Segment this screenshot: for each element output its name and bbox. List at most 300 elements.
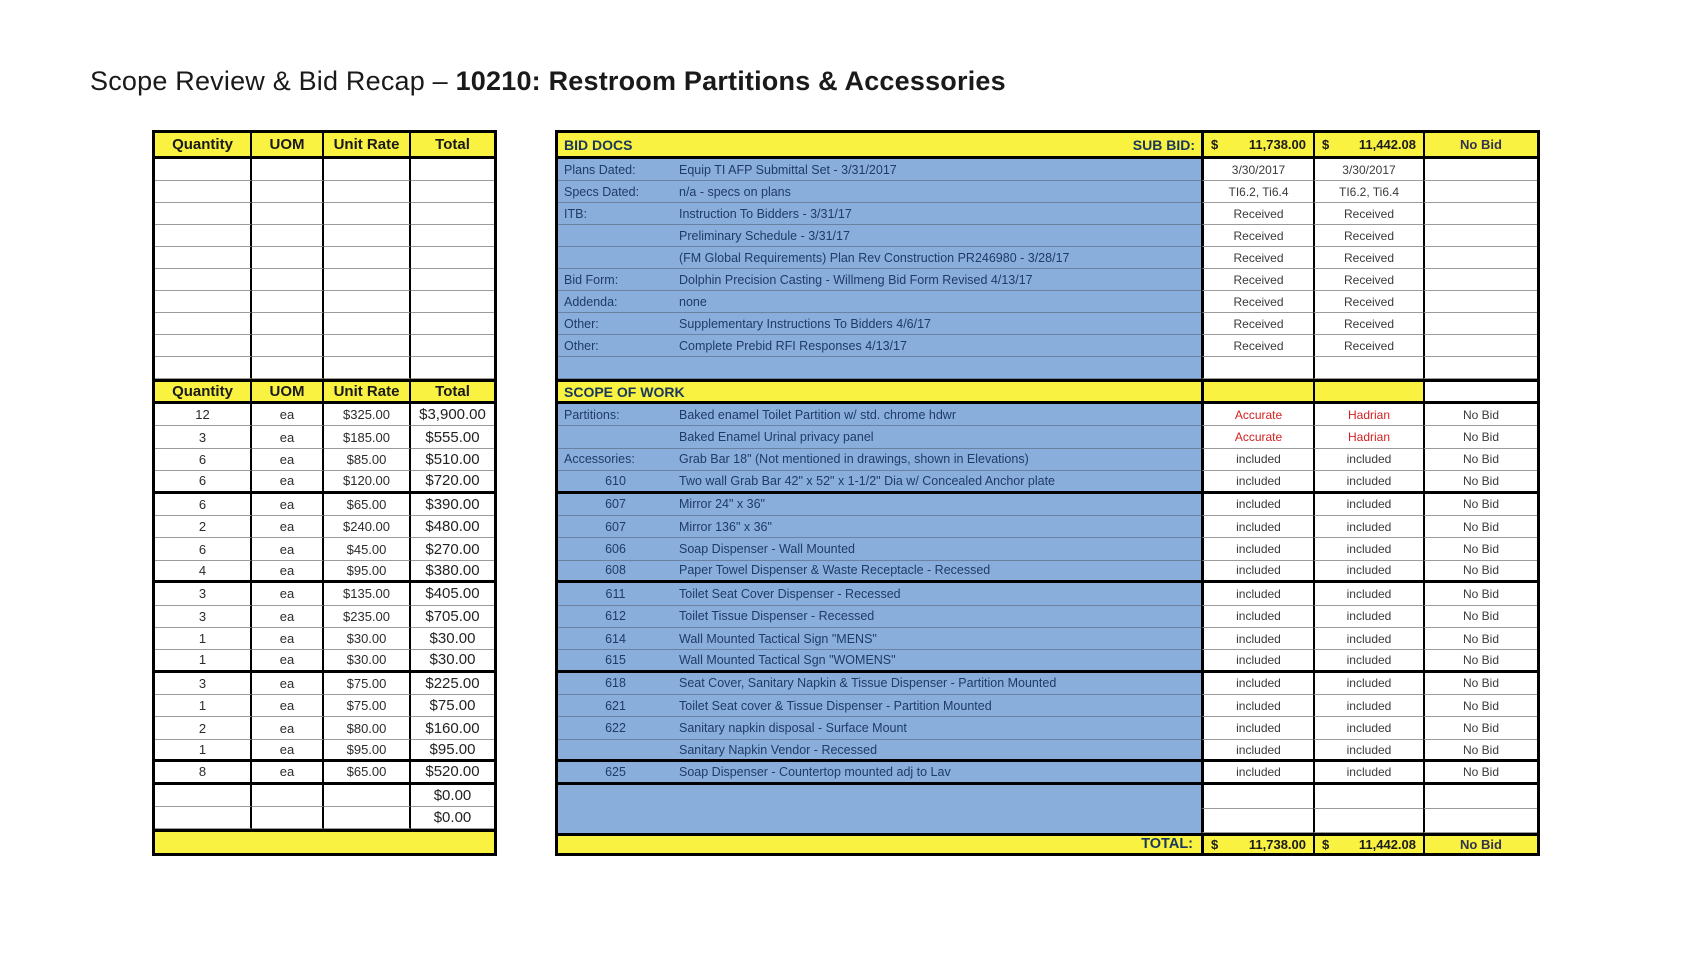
empty-qty-cell (155, 313, 252, 335)
scope-bid1-status: Accurate (1201, 426, 1313, 448)
uom-cell: ea (252, 471, 324, 490)
bid2-status: Received (1313, 269, 1423, 291)
bid-docs-header-row (558, 133, 1537, 159)
bid3-status (1423, 225, 1537, 247)
uom-cell (252, 807, 324, 829)
scope-bid1-status: included (1201, 561, 1313, 580)
empty-rate-cell (324, 247, 411, 269)
empty-rate-cell (324, 357, 411, 379)
quantity-cell: 8 (155, 762, 252, 781)
total-amount-1 (1201, 836, 1313, 853)
pricing-empty-row (155, 269, 494, 291)
quantity-cell: 3 (155, 583, 252, 605)
pricing-empty-row (155, 203, 494, 225)
scope-item-description: Sanitary napkin disposal - Surface Mount (673, 717, 1201, 739)
bid-doc-description (673, 357, 1201, 379)
blank-bid2-cell (1313, 785, 1423, 809)
quantity-cell: 6 (155, 494, 252, 516)
quantity-cell (155, 807, 252, 829)
quantity-cell: 12 (155, 404, 252, 426)
empty-uom-cell (252, 335, 324, 357)
bid-doc-row (558, 247, 1537, 269)
uom-cell: ea (252, 583, 324, 605)
scope-bid2-status: included (1313, 494, 1423, 516)
scope-item-description: Seat Cover, Sanitary Napkin & Tissue Dispenser - Partition Mounted (673, 673, 1201, 695)
quantity-cell: 2 (155, 717, 252, 739)
scope-bid1-status: included (1201, 650, 1313, 669)
scope-row (558, 695, 1537, 717)
scope-header-bid1-cell (1201, 382, 1313, 401)
col-header-unit-rate: Unit Rate (324, 382, 411, 401)
unit-rate-cell (324, 785, 411, 807)
scope-item-description: Baked Enamel Urinal privacy panel (673, 426, 1201, 448)
scope-bid1-status: included (1201, 673, 1313, 695)
total-row (558, 833, 1537, 853)
bid3-status (1423, 335, 1537, 357)
bid2-status: Received (1313, 335, 1423, 357)
empty-uom-cell (252, 357, 324, 379)
scope-bid1-status: included (1201, 740, 1313, 759)
pricing-empty-row (155, 225, 494, 247)
col-header-uom: UOM (252, 382, 324, 401)
scope-item-description: Wall Mounted Tactical Sgn "WOMENS" (673, 650, 1201, 669)
pricing-empty-row (155, 291, 494, 313)
empty-total-cell (411, 225, 494, 247)
pricing-empty-row (155, 335, 494, 357)
bid-doc-label: Specs Dated: (558, 181, 673, 203)
empty-total-cell (411, 159, 494, 181)
scope-row (558, 673, 1537, 695)
scope-bid1-status: included (1201, 516, 1313, 538)
bid2-status: Received (1313, 225, 1423, 247)
scope-bid1-status: included (1201, 538, 1313, 560)
quantity-cell: 3 (155, 426, 252, 448)
bid-doc-label: Other: (558, 335, 673, 357)
scope-bid3-status: No Bid (1423, 516, 1537, 538)
pricing-row (155, 673, 494, 695)
quantity-cell: 6 (155, 471, 252, 490)
scope-item-number: 607 (558, 516, 673, 538)
scope-blank-row (558, 809, 1537, 833)
bid3-status (1423, 247, 1537, 269)
bid-doc-row (558, 313, 1537, 335)
scope-item-description: Sanitary Napkin Vendor - Recessed (673, 740, 1201, 759)
bid-doc-label (558, 247, 673, 269)
pricing-empty-row (155, 357, 494, 379)
scope-bid3-status: No Bid (1423, 449, 1537, 471)
pricing-empty-row (155, 247, 494, 269)
sub-bid-label: SUB BID: (1132, 136, 1195, 153)
scope-bid3-status: No Bid (1423, 561, 1537, 580)
scope-item-number: 614 (558, 628, 673, 650)
uom-cell: ea (252, 628, 324, 650)
pricing-row (155, 561, 494, 583)
uom-cell: ea (252, 650, 324, 669)
scope-row (558, 471, 1537, 493)
scope-item-description: Soap Dispenser - Wall Mounted (673, 538, 1201, 560)
quantity-cell: 1 (155, 740, 252, 759)
scope-bid2-status: included (1313, 561, 1423, 580)
total-cell: $0.00 (411, 807, 494, 829)
uom-cell: ea (252, 695, 324, 717)
empty-total-cell (411, 269, 494, 291)
uom-cell: ea (252, 740, 324, 759)
bid-doc-description: (FM Global Requirements) Plan Rev Construction PR246980 - 3/28/17 (673, 247, 1201, 269)
bid2-status: Received (1313, 247, 1423, 269)
quantity-cell: 6 (155, 449, 252, 471)
unit-rate-cell: $135.00 (324, 583, 411, 605)
bid2-status: Received (1313, 313, 1423, 335)
bid-doc-description: Dolphin Precision Casting - Willmeng Bid Form Revised 4/13/17 (673, 269, 1201, 291)
scope-item-number: 608 (558, 561, 673, 580)
currency-symbol: $ (1322, 836, 1330, 852)
quantity-cell: 3 (155, 673, 252, 695)
amount: 11,442.08 (1358, 137, 1416, 152)
bid-doc-row (558, 335, 1537, 357)
bid2-status: 3/30/2017 (1313, 159, 1423, 181)
scope-bid3-status: No Bid (1423, 404, 1537, 426)
bid2-status (1313, 357, 1423, 379)
pricing-row (155, 494, 494, 516)
bid1-status: 3/30/2017 (1201, 159, 1313, 181)
unit-rate-cell: $65.00 (324, 762, 411, 781)
blank-bid3-cell (1423, 809, 1537, 833)
bid-doc-row (558, 357, 1537, 379)
quantity-cell: 1 (155, 695, 252, 717)
bid-doc-description: Supplementary Instructions To Bidders 4/6/17 (673, 313, 1201, 335)
total-cell: $520.00 (425, 763, 480, 781)
bid-doc-label: Other: (558, 313, 673, 335)
uom-cell: ea (252, 449, 324, 471)
uom-cell: ea (252, 404, 324, 426)
bid1-status: Received (1201, 269, 1313, 291)
total-cell: $3,900.00 (411, 404, 494, 426)
bid-doc-row (558, 181, 1537, 203)
scope-item-number: 615 (558, 650, 673, 669)
scope-item-description: Soap Dispenser - Countertop mounted adj to Lav (673, 762, 1201, 781)
empty-uom-cell (252, 247, 324, 269)
bid3-status (1423, 357, 1537, 379)
scope-row (558, 717, 1537, 739)
uom-cell: ea (252, 673, 324, 695)
scope-header-bid2-cell (1313, 382, 1423, 401)
scope-bid2-status: Hadrian (1313, 404, 1423, 426)
scope-item-number: 618 (558, 673, 673, 695)
col-header-unit-rate: Unit Rate (324, 133, 411, 156)
pricing-row (155, 740, 494, 762)
scope-bid1-status: included (1201, 628, 1313, 650)
unit-rate-cell: $95.00 (324, 740, 411, 759)
pricing-row (155, 426, 494, 448)
pricing-row (155, 538, 494, 560)
empty-rate-cell (324, 335, 411, 357)
unit-rate-cell: $75.00 (324, 673, 411, 695)
pricing-empty-row (155, 313, 494, 335)
unit-rate-cell: $45.00 (324, 538, 411, 560)
scope-bid2-status: included (1313, 695, 1423, 717)
unit-rate-cell: $65.00 (324, 494, 411, 516)
empty-uom-cell (252, 313, 324, 335)
bid-doc-description: Instruction To Bidders - 3/31/17 (673, 203, 1201, 225)
bid-doc-description: Preliminary Schedule - 3/31/17 (673, 225, 1201, 247)
scope-bid2-status: included (1313, 650, 1423, 669)
col-header-quantity: Quantity (155, 382, 252, 401)
scope-bid3-status: No Bid (1423, 471, 1537, 490)
empty-uom-cell (252, 291, 324, 313)
scope-bid3-status: No Bid (1423, 426, 1537, 448)
uom-cell: ea (252, 762, 324, 781)
no-bid-header: No Bid (1423, 133, 1537, 156)
bid-doc-row (558, 269, 1537, 291)
scope-item-description: Grab Bar 18" (Not mentioned in drawings, shown in Elevations) (673, 449, 1201, 471)
pricing-row (155, 807, 494, 829)
bid3-status (1423, 203, 1537, 225)
pricing-row (155, 583, 494, 605)
scope-bid1-status: included (1201, 717, 1313, 739)
empty-uom-cell (252, 269, 324, 291)
currency-symbol: $ (1211, 836, 1219, 852)
total-cell: $270.00 (411, 538, 494, 560)
scope-of-work-label: SCOPE OF WORK (558, 382, 1201, 401)
quantity-cell (155, 785, 252, 807)
unit-rate-cell: $325.00 (324, 404, 411, 426)
scope-bid1-status: included (1201, 695, 1313, 717)
bid1-status (1201, 357, 1313, 379)
unit-rate-cell: $85.00 (324, 449, 411, 471)
bid-doc-row (558, 203, 1537, 225)
empty-qty-cell (155, 203, 252, 225)
unit-rate-cell: $30.00 (324, 628, 411, 650)
scope-row (558, 404, 1537, 426)
scope-bid2-status: included (1313, 583, 1423, 605)
quantity-cell: 3 (155, 606, 252, 628)
scope-bid2-status: included (1313, 606, 1423, 628)
unit-rate-cell: $120.00 (324, 471, 411, 490)
scope-bid3-status: No Bid (1423, 494, 1537, 516)
blank-bid3-cell (1423, 785, 1537, 809)
pricing-header-bottom (155, 379, 494, 404)
amount: 11,738.00 (1248, 836, 1306, 852)
total-amount-2 (1313, 836, 1423, 853)
pricing-empty-row (155, 159, 494, 181)
pricing-table (152, 130, 497, 856)
pricing-row (155, 516, 494, 538)
total-cell: $405.00 (411, 583, 494, 605)
empty-qty-cell (155, 335, 252, 357)
scope-item-number: 606 (558, 538, 673, 560)
pricing-row (155, 762, 494, 784)
empty-qty-cell (155, 181, 252, 203)
blank-description-cell (673, 785, 1201, 809)
empty-qty-cell (155, 269, 252, 291)
scope-bid2-status: included (1313, 673, 1423, 695)
quantity-cell: 2 (155, 516, 252, 538)
sub-bid-amount-2 (1313, 133, 1423, 156)
bid1-status: TI6.2, Ti6.4 (1201, 181, 1313, 203)
bid-recap-table (555, 130, 1540, 856)
pricing-row (155, 695, 494, 717)
bid3-status (1423, 181, 1537, 203)
uom-cell: ea (252, 516, 324, 538)
scope-item-description: Toilet Tissue Dispenser - Recessed (673, 606, 1201, 628)
empty-total-cell (411, 357, 494, 379)
bid3-status (1423, 159, 1537, 181)
pricing-row (155, 717, 494, 739)
bid3-status (1423, 269, 1537, 291)
scope-bid1-status: included (1201, 471, 1313, 490)
unit-rate-cell: $240.00 (324, 516, 411, 538)
uom-cell: ea (252, 717, 324, 739)
bid-doc-label: Bid Form: (558, 269, 673, 291)
scope-bid1-status: Accurate (1201, 404, 1313, 426)
bid2-status: Received (1313, 203, 1423, 225)
scope-item-number: 625 (558, 762, 673, 781)
scope-bid1-status: included (1201, 583, 1313, 605)
pricing-row (155, 628, 494, 650)
scope-row (558, 538, 1537, 560)
scope-row (558, 628, 1537, 650)
blank-bid1-cell (1201, 809, 1313, 833)
bid2-status: TI6.2, Ti6.4 (1313, 181, 1423, 203)
bid1-status: Received (1201, 225, 1313, 247)
scope-bid1-status: included (1201, 762, 1313, 781)
scope-item-description: Paper Towel Dispenser & Waste Receptacle - Recessed (673, 561, 1201, 580)
uom-cell: ea (252, 606, 324, 628)
uom-cell: ea (252, 426, 324, 448)
unit-rate-cell: $75.00 (324, 695, 411, 717)
scope-bid3-status: No Bid (1423, 717, 1537, 739)
scope-of-work-header-row (558, 379, 1537, 404)
bid3-status (1423, 291, 1537, 313)
scope-bid3-status: No Bid (1423, 673, 1537, 695)
empty-total-cell (411, 203, 494, 225)
empty-uom-cell (252, 225, 324, 247)
empty-qty-cell (155, 159, 252, 181)
page-title (90, 66, 1006, 97)
scope-row (558, 516, 1537, 538)
scope-item-number: 610 (558, 471, 673, 490)
bid-docs-label: BID DOCS (564, 136, 633, 153)
empty-qty-cell (155, 225, 252, 247)
unit-rate-cell: $30.00 (324, 650, 411, 669)
empty-rate-cell (324, 225, 411, 247)
pricing-row (155, 606, 494, 628)
bid-doc-description: Equip TI AFP Submittal Set - 3/31/2017 (673, 159, 1201, 181)
scope-row (558, 762, 1537, 784)
bid-doc-label (558, 357, 673, 379)
bid-doc-description: Complete Prebid RFI Responses 4/13/17 (673, 335, 1201, 357)
unit-rate-cell: $185.00 (324, 426, 411, 448)
scope-row (558, 494, 1537, 516)
bid-doc-description: none (673, 291, 1201, 313)
total-cell: $160.00 (411, 717, 494, 739)
empty-uom-cell (252, 159, 324, 181)
quantity-cell: 1 (155, 650, 252, 669)
bid1-status: Received (1201, 291, 1313, 313)
empty-qty-cell (155, 247, 252, 269)
blank-label-cell (558, 785, 673, 809)
scope-row (558, 740, 1537, 762)
scope-item-description: Toilet Seat cover & Tissue Dispenser - Partition Mounted (673, 695, 1201, 717)
col-header-uom: UOM (252, 133, 324, 156)
bid-doc-label: Addenda: (558, 291, 673, 313)
scope-bid1-status: included (1201, 606, 1313, 628)
uom-cell: ea (252, 561, 324, 580)
blank-bid2-cell (1313, 809, 1423, 833)
scope-item-number: 611 (558, 583, 673, 605)
scope-item-number: Accessories: (558, 449, 673, 471)
scope-item-number: 622 (558, 717, 673, 739)
quantity-cell: 1 (155, 628, 252, 650)
scope-bid1-status: included (1201, 494, 1313, 516)
total-cell: $705.00 (411, 606, 494, 628)
scope-row (558, 650, 1537, 672)
bid-doc-row (558, 159, 1537, 181)
bid-doc-row (558, 225, 1537, 247)
total-no-bid: No Bid (1423, 836, 1537, 853)
total-cell: $555.00 (411, 426, 494, 448)
scope-item-description: Two wall Grab Bar 42" x 52" x 1-1/2" Dia w/ Concealed Anchor plate (673, 471, 1201, 490)
scope-item-number (558, 740, 673, 759)
total-cell: $75.00 (411, 695, 494, 717)
scope-item-number: Partitions: (558, 404, 673, 426)
total-label: TOTAL: (558, 836, 1201, 853)
bid-doc-description: n/a - specs on plans (673, 181, 1201, 203)
pricing-row (155, 449, 494, 471)
col-header-quantity: Quantity (155, 133, 252, 156)
scope-bid3-status: No Bid (1423, 538, 1537, 560)
uom-cell: ea (252, 494, 324, 516)
uom-cell (252, 785, 324, 807)
scope-bid2-status: included (1313, 449, 1423, 471)
scope-item-number (558, 426, 673, 448)
pricing-empty-row (155, 181, 494, 203)
empty-rate-cell (324, 181, 411, 203)
scope-item-number: 607 (558, 494, 673, 516)
scope-bid2-status: Hadrian (1313, 426, 1423, 448)
empty-rate-cell (324, 203, 411, 225)
scope-bid2-status: included (1313, 538, 1423, 560)
bid1-status: Received (1201, 313, 1313, 335)
scope-bid3-status: No Bid (1423, 628, 1537, 650)
scope-row (558, 426, 1537, 448)
empty-total-cell (411, 247, 494, 269)
bid1-status: Received (1201, 203, 1313, 225)
bid3-status (1423, 313, 1537, 335)
blank-bid1-cell (1201, 785, 1313, 809)
scope-row (558, 583, 1537, 605)
empty-total-cell (411, 335, 494, 357)
scope-item-description: Mirror 136" x 36" (673, 516, 1201, 538)
bid-docs-header (558, 133, 1201, 156)
scope-blank-row (558, 785, 1537, 809)
amount: 11,442.08 (1358, 836, 1416, 852)
amount: 11,738.00 (1248, 137, 1306, 152)
empty-rate-cell (324, 159, 411, 181)
total-cell: $380.00 (425, 561, 480, 579)
empty-uom-cell (252, 203, 324, 225)
pricing-row (155, 785, 494, 807)
total-cell: $480.00 (411, 516, 494, 538)
empty-rate-cell (324, 313, 411, 335)
uom-cell: ea (252, 538, 324, 560)
page-title-prefix: Scope Review & Bid Recap – (90, 66, 456, 96)
total-cell: $30.00 (429, 651, 476, 669)
bid1-status: Received (1201, 335, 1313, 357)
currency-symbol: $ (1211, 137, 1219, 152)
bid-doc-label (558, 225, 673, 247)
pricing-row (155, 404, 494, 426)
